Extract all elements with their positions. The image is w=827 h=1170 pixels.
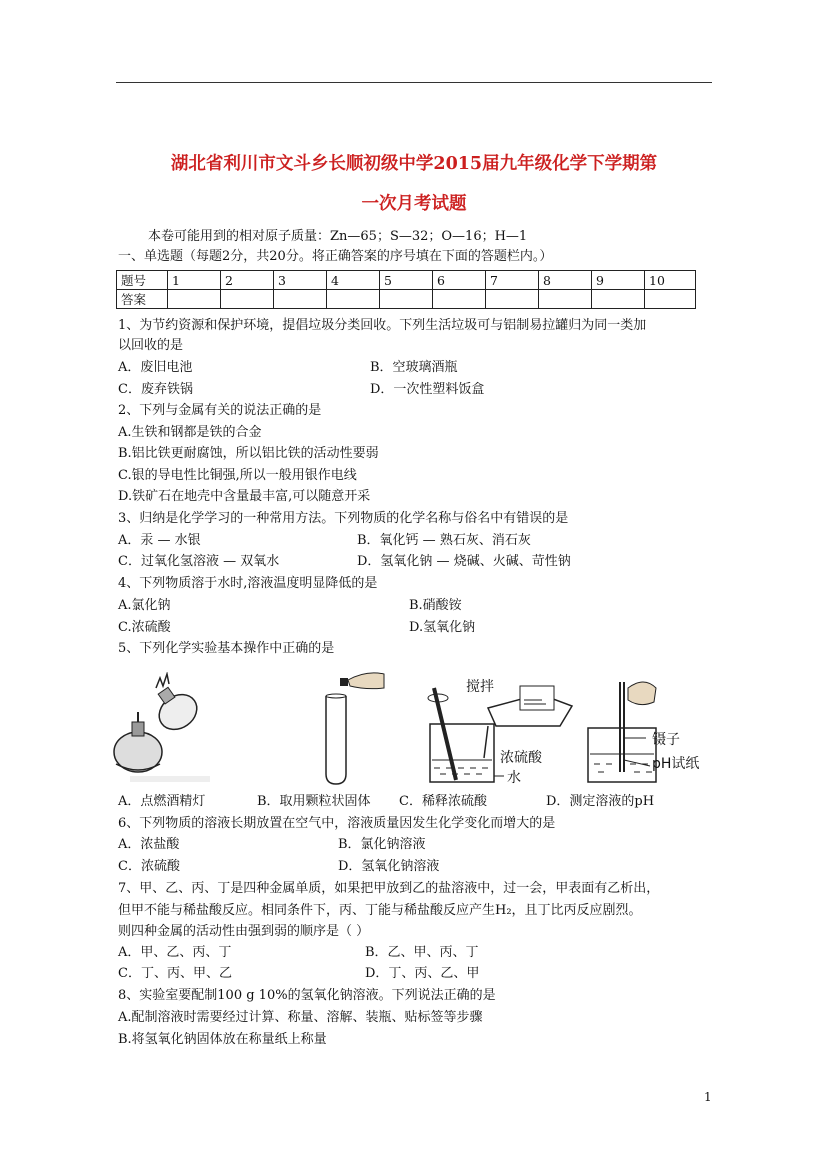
q7-option-c: C．丁、丙、甲、乙 xyxy=(118,966,232,981)
q4-stem: 4、下列物质溶于水时,溶液温度明显降低的是 xyxy=(118,576,378,591)
exam-title-line1: 湖北省利川市文斗乡长顺初级中学2015届九年级化学下学期第 xyxy=(170,154,658,174)
q1-stem-cont: 以回收的是 xyxy=(118,338,184,353)
answer-cell[interactable] xyxy=(592,290,645,309)
q2-option-c: C.银的导电性比铜强,所以一般用银作电线 xyxy=(118,468,357,483)
q2-option-a: A.生铁和钢都是铁的合金 xyxy=(118,425,262,440)
q1-option-b: B．空玻璃酒瓶 xyxy=(370,360,458,375)
q7-stem-cont2: 则四种金属的活动性由强到弱的顺序是（ ） xyxy=(118,924,370,939)
section-heading: 一、单选题（每题2分，共20分。将正确答案的序号填在下面的答题栏内。） xyxy=(118,249,553,264)
table-cell: 9 xyxy=(592,271,645,290)
q2-option-b: B.铝比铁更耐腐蚀，所以铝比铁的活动性要弱 xyxy=(118,446,379,461)
q4-option-c: C.浓硫酸 xyxy=(118,620,171,635)
alcohol-lamp-figure xyxy=(108,672,218,784)
answer-cell[interactable] xyxy=(645,290,696,309)
q6-option-d: D．氢氧化钠溶液 xyxy=(338,859,440,874)
q3-option-c: C．过氧化氢溶液 — 双氧水 xyxy=(118,554,280,569)
table-cell: 4 xyxy=(327,271,380,290)
table-cell: 2 xyxy=(221,271,274,290)
q8-stem: 8、实验室要配制100 g 10%的氢氧化钠溶液。下列说法正确的是 xyxy=(118,988,496,1003)
q6-option-a: A．浓盐酸 xyxy=(118,837,180,852)
q1-option-c: C．废弃铁锅 xyxy=(118,382,193,397)
answer-cell[interactable] xyxy=(168,290,221,309)
table-row xyxy=(117,290,696,309)
table-cell: 7 xyxy=(486,271,539,290)
table-cell: 答案 xyxy=(117,290,168,309)
q7-option-a: A．甲、乙、丙、丁 xyxy=(118,945,232,960)
answer-cell[interactable] xyxy=(539,290,592,309)
table-cell: 8 xyxy=(539,271,592,290)
test-tube-figure xyxy=(318,666,388,786)
fig-label-tweezer: 镊子 xyxy=(652,732,680,748)
table-cell: 6 xyxy=(433,271,486,290)
answer-cell[interactable] xyxy=(433,290,486,309)
q5-option-c: C．稀释浓硫酸 xyxy=(399,794,487,809)
fig-label-acid: 浓硫酸 xyxy=(500,750,542,766)
atomic-mass-note: 本卷可能用到的相对原子质量：Zn—65；S—32；O—16；H—1 xyxy=(148,229,528,244)
q1-stem: 1、为节约资源和保护环境，提倡垃圾分类回收。下列生活垃圾可与铝制易拉罐归为同一类加 xyxy=(118,318,647,333)
q4-option-d: D.氢氧化钠 xyxy=(409,620,476,635)
q5-option-b: B．取用颗粒状固体 xyxy=(257,794,371,809)
q4-option-b: B.硝酸铵 xyxy=(409,598,462,613)
q3-option-d: D．氢氧化钠 — 烧碱、火碱、苛性钠 xyxy=(357,554,571,569)
q5-option-d: D．测定溶液的pH xyxy=(546,794,655,809)
q7-option-d: D．丁、丙、乙、甲 xyxy=(365,966,480,981)
q8-option-a: A.配制溶液时需要经过计算、称量、溶解、装瓶、贴标签等步骤 xyxy=(118,1010,483,1025)
exam-title-line2: 一次月考试题 xyxy=(361,194,467,214)
fig-label-water: 水 xyxy=(507,770,521,786)
fig-label-stir: 搅拌 xyxy=(466,679,494,695)
q6-option-b: B．氯化钠溶液 xyxy=(338,837,426,852)
page-number: 1 xyxy=(704,1090,712,1104)
fig-label-ph: pH试纸 xyxy=(652,756,700,772)
table-cell: 题号 xyxy=(117,271,168,290)
table-row xyxy=(117,271,696,290)
table-cell: 5 xyxy=(380,271,433,290)
answer-cell[interactable] xyxy=(486,290,539,309)
answer-cell[interactable] xyxy=(380,290,433,309)
answer-table xyxy=(116,270,696,309)
q5-option-a: A．点燃酒精灯 xyxy=(118,794,206,809)
q1-option-d: D．一次性塑料饭盒 xyxy=(370,382,485,397)
q3-option-a: A．汞 — 水银 xyxy=(118,533,201,548)
q5-stem: 5、下列化学实验基本操作中正确的是 xyxy=(118,641,335,656)
table-cell: 10 xyxy=(645,271,696,290)
dilute-acid-figure xyxy=(420,668,580,788)
q1-option-a: A．废旧电池 xyxy=(118,360,193,375)
header-rule xyxy=(116,82,712,83)
q3-stem: 3、归纳是化学学习的一种常用方法。下列物质的化学名称与俗名中有错误的是 xyxy=(118,511,569,526)
q7-option-b: B．乙、甲、丙、丁 xyxy=(365,945,479,960)
q7-stem: 7、甲、乙、丙、丁是四种金属单质，如果把甲放到乙的盐溶液中，过一会，甲表面有乙析出， xyxy=(118,881,660,896)
q7-stem-cont: 但甲不能与稀盐酸反应。相同条件下，丙、丁能与稀盐酸反应产生H₂，且丁比丙反应剧烈。 xyxy=(118,903,642,918)
q2-option-d: D.铁矿石在地壳中含量最丰富,可以随意开采 xyxy=(118,489,371,504)
q6-option-c: C．浓硫酸 xyxy=(118,859,180,874)
answer-cell[interactable] xyxy=(221,290,274,309)
answer-cell[interactable] xyxy=(327,290,380,309)
q3-option-b: B．氧化钙 — 熟石灰、消石灰 xyxy=(357,533,531,548)
q8-option-b: B.将氢氧化钠固体放在称量纸上称量 xyxy=(118,1032,327,1047)
table-cell: 1 xyxy=(168,271,221,290)
table-cell: 3 xyxy=(274,271,327,290)
q2-stem: 2、下列与金属有关的说法正确的是 xyxy=(118,403,322,418)
q6-stem: 6、下列物质的溶液长期放置在空气中，溶液质量因发生化学变化而增大的是 xyxy=(118,816,556,831)
q4-option-a: A.氯化钠 xyxy=(118,598,171,613)
answer-cell[interactable] xyxy=(274,290,327,309)
